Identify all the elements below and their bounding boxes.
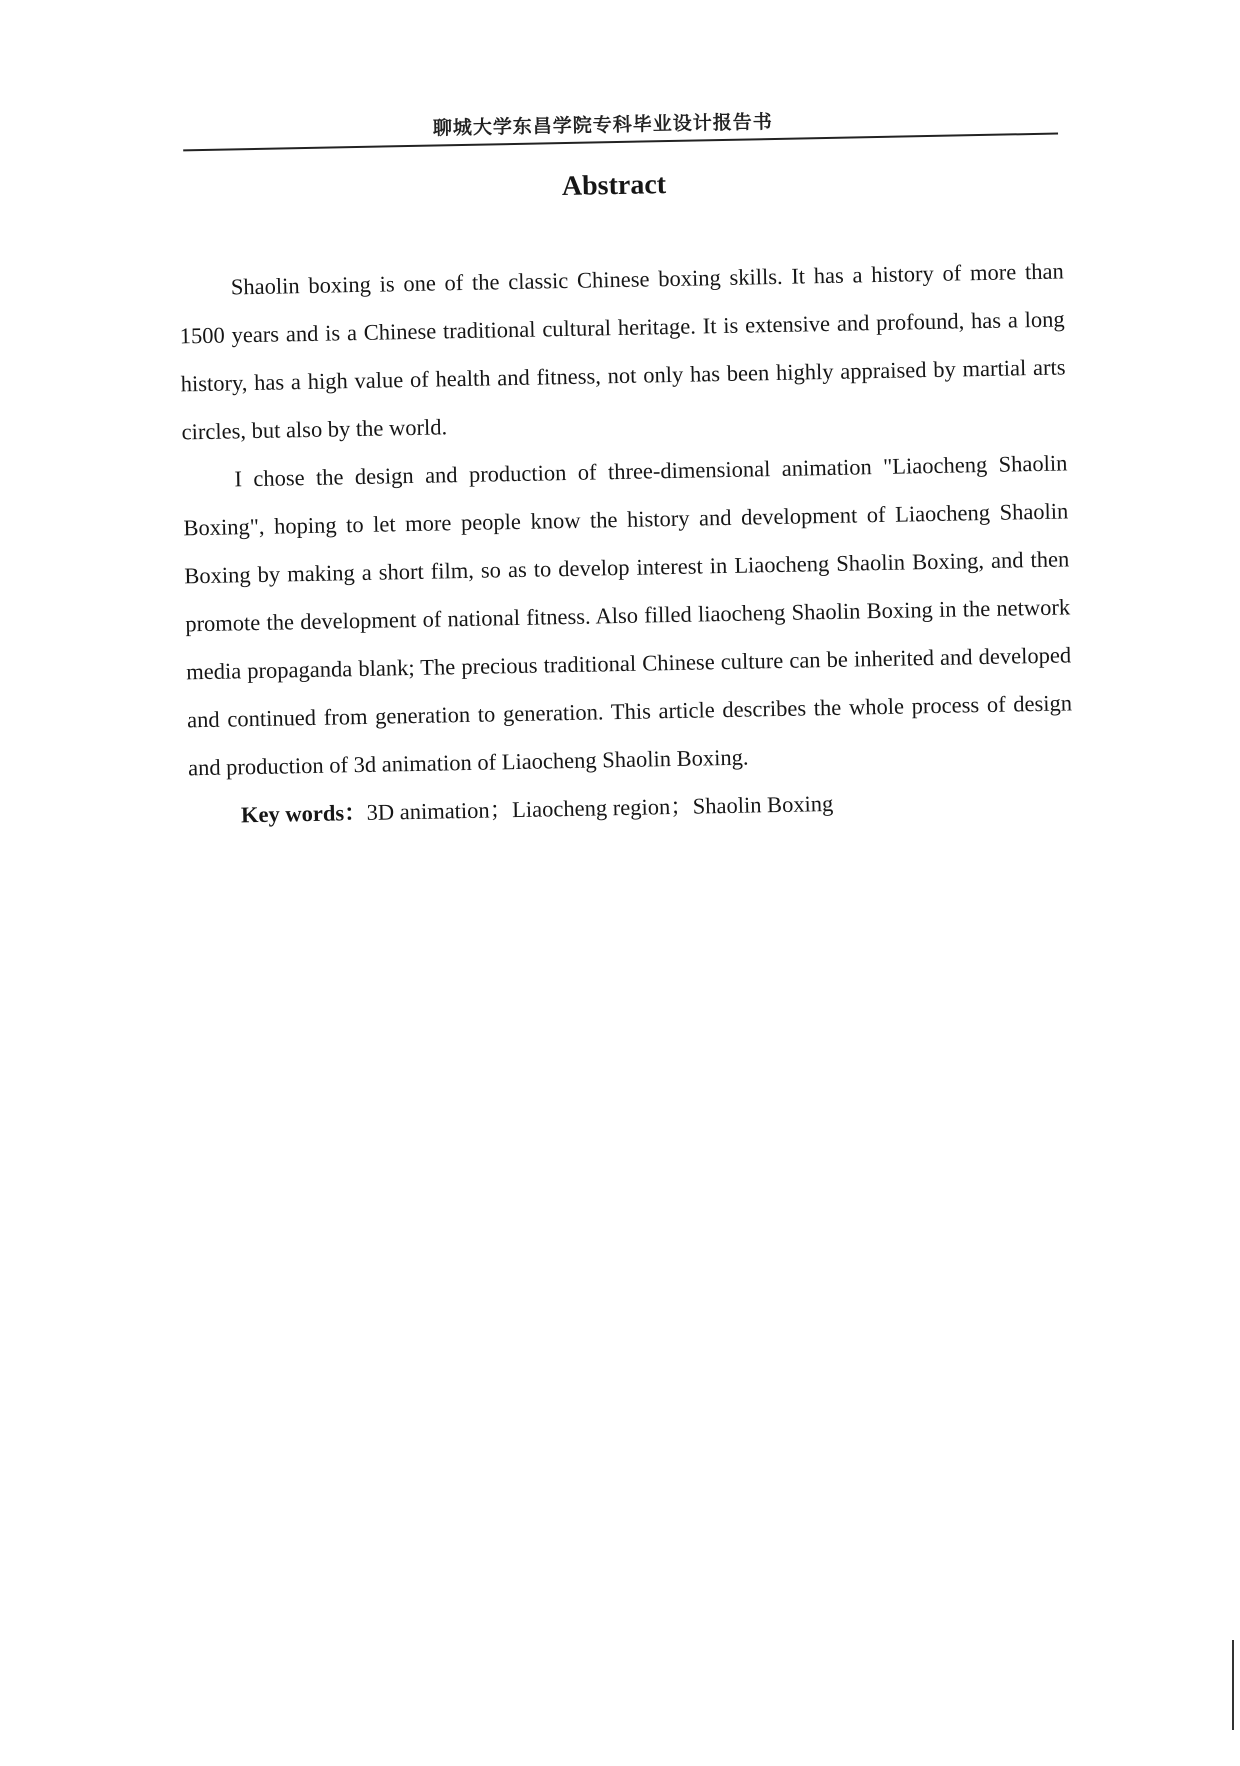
abstract-body [178,247,1074,840]
page-header: 聊城大学东昌学院专科毕业设计报告书 [432,110,773,140]
abstract-paragraph: I chose the design and production of three-dimensional animation "Liaocheng Shaolin Boxing", hoping to let more people know the history and development of Liaocheng Shaolin Boxing by making a short film, so as to develop interest in Liaocheng Shaolin Boxing, and then promote the development of national fitness. Also filled liaocheng Shaolin Boxing in the network media propaganda blank; The precious traditional Chinese culture can be inherited and developed and continued from generation to generation. This article describes the whole process of design and production of 3d animation of Liaocheng Shaolin Boxing. [183,450,1073,781]
scan-edge [1232,1640,1234,1730]
keywords-label: Key words： [240,799,367,828]
abstract-paragraph: Shaolin boxing is one of the classic Chinese boxing skills. It has a history of more than 1500 years and is a Chinese traditional cultural heritage. It is extensive and profound, has a long history, has a high value of health and fitness, not only has been highly appraised by martial arts circles, but also by the world. [179,258,1066,445]
abstract-title: Abstract [561,169,667,203]
keywords-text: 3D animation；Liaocheng region；Shaolin Boxing [366,790,834,825]
